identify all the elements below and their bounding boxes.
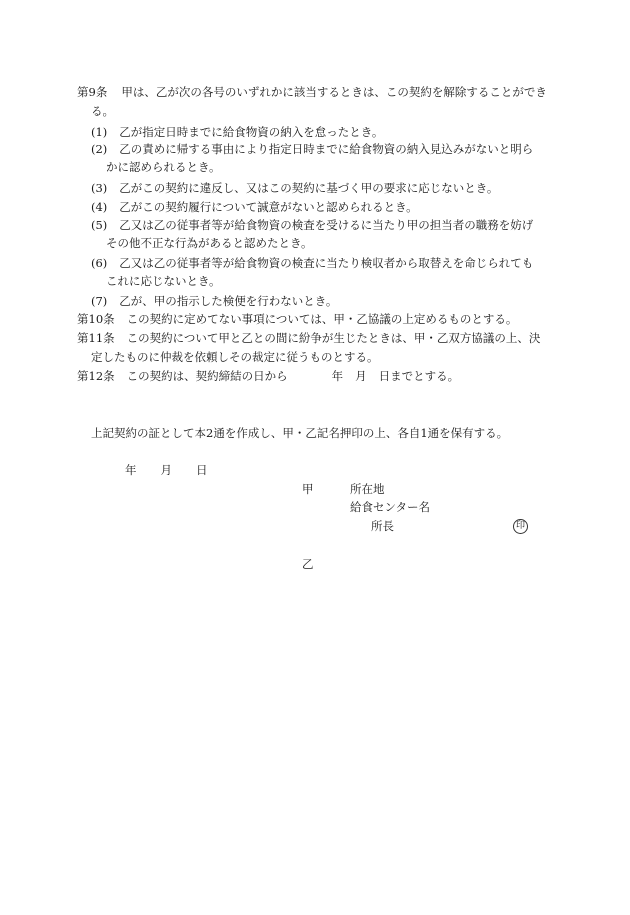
item-4-text: 乙がこの契約履行について誠意がないと認められるとき。 [119,200,418,214]
article-10-text: この契約に定めてない事項については、甲・乙協議の上定めるものとする。 [126,312,518,326]
party-a-address-label: 所在地 [350,482,385,496]
item-2-number: (2) [91,142,108,156]
item-5-number: (5) [91,218,108,232]
seal-mark-icon: 印 [513,519,528,534]
article-12 [77,368,459,384]
item-6-continuation: これに応じないとき。 [106,274,221,288]
closing-statement: 上記契約の証として本2通を作成し、甲・乙記名押印の上、各自1通を保有する。 [91,426,509,440]
item-3 [91,180,498,196]
item-7 [91,293,337,309]
article-12-text: この契約は、契約締結の日から [126,369,288,383]
item-1-text: 乙が指定日時までに給食物資の納入を怠ったとき。 [119,125,384,139]
article-9 [77,84,547,100]
date-month: 月 [160,463,172,477]
item-6 [91,255,533,271]
article-9-heading: 第9条 [77,85,108,99]
item-5 [91,217,533,233]
article-10 [77,311,517,327]
date-year: 年 [125,463,137,477]
article-11 [77,330,540,346]
article-12-day-text: 日までとする。 [378,369,460,383]
article-11-heading: 第11条 [77,331,115,345]
article-9-text: 甲は、乙が次の各号のいずれかに該当するときは、この契約を解除することができ [121,85,547,99]
article-9-continuation: る。 [91,104,114,118]
signing-date [125,462,208,478]
item-2-text: 乙の責めに帰する事由により指定日時までに給食物資の納入見込みがないと明ら [119,142,534,156]
item-2-continuation: かに認められるとき。 [106,160,221,174]
date-day: 日 [196,463,208,477]
party-a-label: 甲 [302,482,314,496]
article-11-text: この契約について甲と乙との間に紛争が生じたときは、甲・乙双方協議の上、決 [126,331,541,345]
item-5-text: 乙又は乙の従事者等が給食物資の検査を受けるに当たり甲の担当者の職務を妨げ [119,218,534,232]
item-3-number: (3) [91,181,108,195]
item-6-text: 乙又は乙の従事者等が給食物資の検査に当たり検収者から取替えを命じられても [119,256,534,270]
party-a-center-label: 給食センター名 [350,500,431,514]
article-12-month: 月 [355,369,367,383]
item-7-number: (7) [91,294,108,308]
article-12-heading: 第12条 [77,369,115,383]
item-1-number: (1) [91,125,108,139]
item-7-text: 乙が、甲の指示した検便を行わないとき。 [119,294,338,308]
party-b-label: 乙 [302,557,314,571]
article-10-heading: 第10条 [77,312,115,326]
item-3-text: 乙がこの契約に違反し、又はこの契約に基づく甲の要求に応じないとき。 [119,181,499,195]
party-a-head-label: 所長 [371,519,394,533]
item-6-number: (6) [91,256,108,270]
item-5-continuation: その他不正な行為があると認めたとき。 [106,236,313,250]
item-4 [91,199,418,215]
article-11-continuation: 定したものに仲裁を依頼しその裁定に従うものとする。 [91,350,379,364]
item-1 [91,124,383,140]
item-4-number: (4) [91,200,108,214]
item-2 [91,141,533,157]
article-12-year: 年 [331,369,344,383]
